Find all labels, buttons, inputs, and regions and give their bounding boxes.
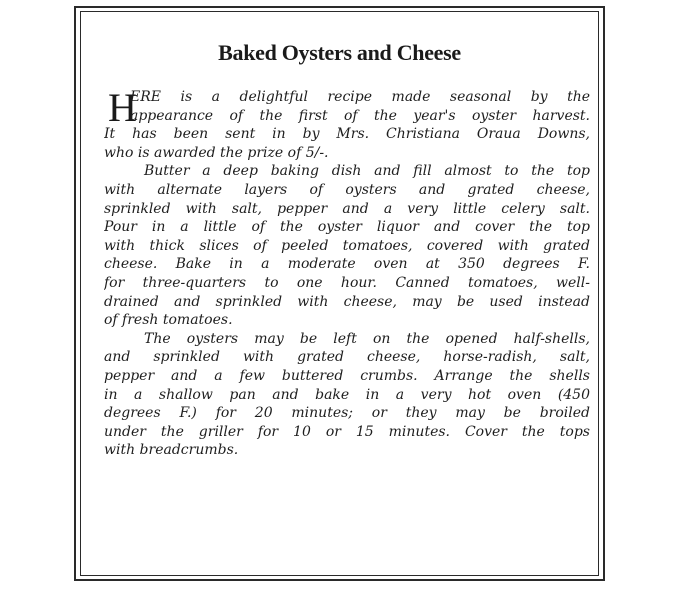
paragraph-3-line-6: under the griller for 10 or 15 minutes. Cover the tops — [104, 423, 590, 440]
paragraph-2-line-6: cheese. Bake in a moderate oven at 350 degrees F. — [104, 256, 590, 273]
paragraph-2-line-8: drained and sprinkled with cheese, may be used instead — [104, 293, 590, 310]
paragraph-3-line-5: degrees F.) for 20 minutes; or they may be broiled — [104, 405, 590, 422]
paragraph-1-line-4: who is awarded the prize of 5/-. — [104, 144, 329, 161]
paragraph-2-line-7: for three-quarters to one hour. Canned tomatoes, well- — [104, 274, 590, 291]
paragraph-3-line-7: with breadcrumbs. — [104, 442, 239, 459]
recipe-body — [104, 85, 590, 460]
paragraph-3-line-2: and sprinkled with grated cheese, horse-radish, salt, — [104, 349, 590, 366]
paragraph-2-line-5: with thick slices of peeled tomatoes, covered with grated — [104, 237, 590, 254]
drop-cap: H — [108, 85, 137, 130]
paragraph-2-line-2: with alternate layers of oysters and grated cheese, — [104, 181, 590, 198]
paragraph-1-line-3: It has been sent in by Mrs. Christiana Oraua Downs, — [104, 126, 590, 143]
paragraph-3-line-1: The oysters may be left on the opened half-shells, — [144, 330, 590, 347]
paragraph-1-line-2: appearance of the first of the year's oyster harvest. — [130, 107, 590, 124]
recipe-title: Baked Oysters and Cheese — [218, 40, 461, 65]
paragraph-2-line-9: of fresh tomatoes. — [104, 312, 233, 329]
paragraph-2-line-4: Pour in a little of the oyster liquor and cover the top — [104, 219, 590, 236]
paragraph-3-line-3: pepper and a few buttered crumbs. Arrange the shells — [104, 367, 590, 384]
paragraph-2-line-3: sprinkled with salt, pepper and a very little celery salt. — [104, 200, 590, 217]
paragraph-2-line-1: Butter a deep baking dish and fill almost to the top — [144, 163, 590, 180]
paragraph-3-line-4: in a shallow pan and bake in a very hot oven (450 — [104, 386, 590, 403]
paragraph-1-line-1: ERE is a delightful recipe made seasonal by the — [130, 89, 590, 105]
